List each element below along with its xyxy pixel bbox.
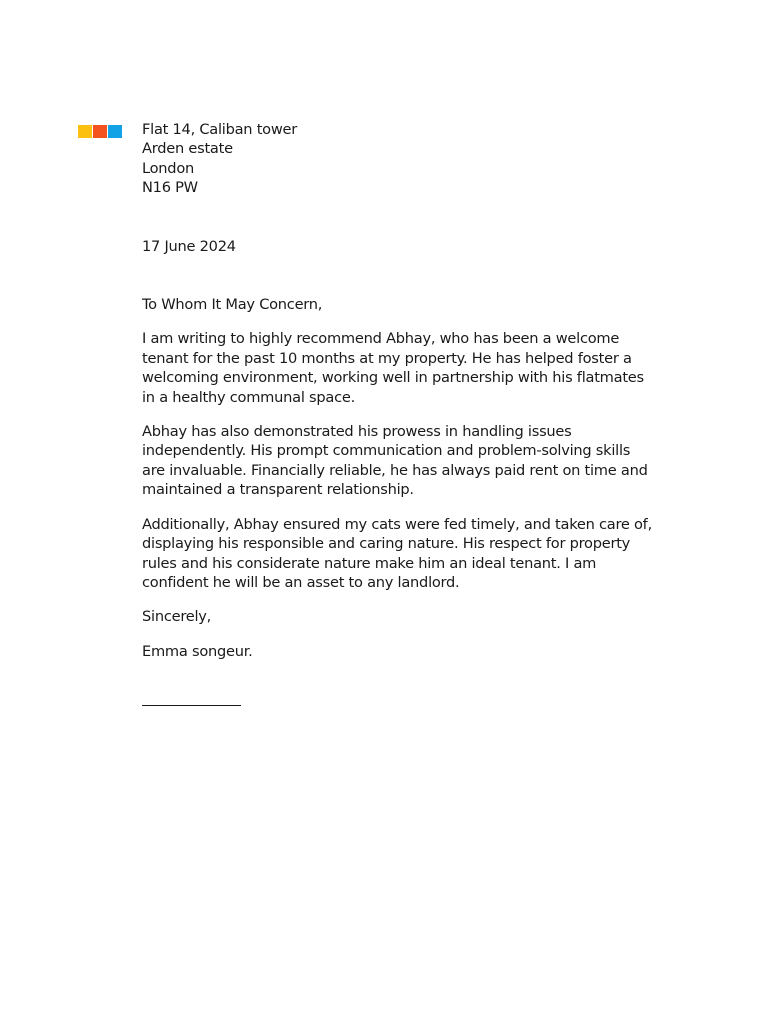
sender-address: [142, 120, 652, 198]
address-line-1: Flat 14, Caliban tower: [142, 121, 298, 138]
letter-date: 17 June 2024: [142, 237, 236, 255]
logo-square-orange: [93, 125, 107, 138]
paragraph-2: Abhay has also demonstrated his prowess in handling issues independently. His prompt communication and problem-solving skills are invaluable. Financially reliable, he has always paid rent on time and maintained a transparent relationship.: [142, 423, 648, 499]
paragraph-3: Additionally, Abhay ensured my cats were fed timely, and taken care of, displaying his responsible and caring nature. His respect for property rules and his considerate nature make him an ideal tenant. I am confident he will be an asset to any landlord.: [142, 515, 652, 591]
logo-square-yellow: [78, 125, 92, 138]
salutation: To Whom It May Concern,: [142, 296, 323, 314]
closing: Sincerely,: [142, 608, 212, 626]
address-line-2: Arden estate: [142, 140, 233, 158]
letter-body: [142, 120, 652, 706]
logo-square-blue: [108, 125, 122, 138]
address-line-4: N16 PW: [142, 179, 198, 197]
address-line-3: London: [142, 159, 194, 177]
logo-mark: [78, 125, 122, 138]
signer-name: Emma songeur.: [142, 642, 253, 660]
paragraph-1: I am writing to highly recommend Abhay, who has been a welcome tenant for the past 10 months at my property. He has helped foster a welcoming environment, working well in partnership with his flatmates in a healthy communal space.: [142, 330, 644, 406]
signature-line: [142, 705, 241, 706]
